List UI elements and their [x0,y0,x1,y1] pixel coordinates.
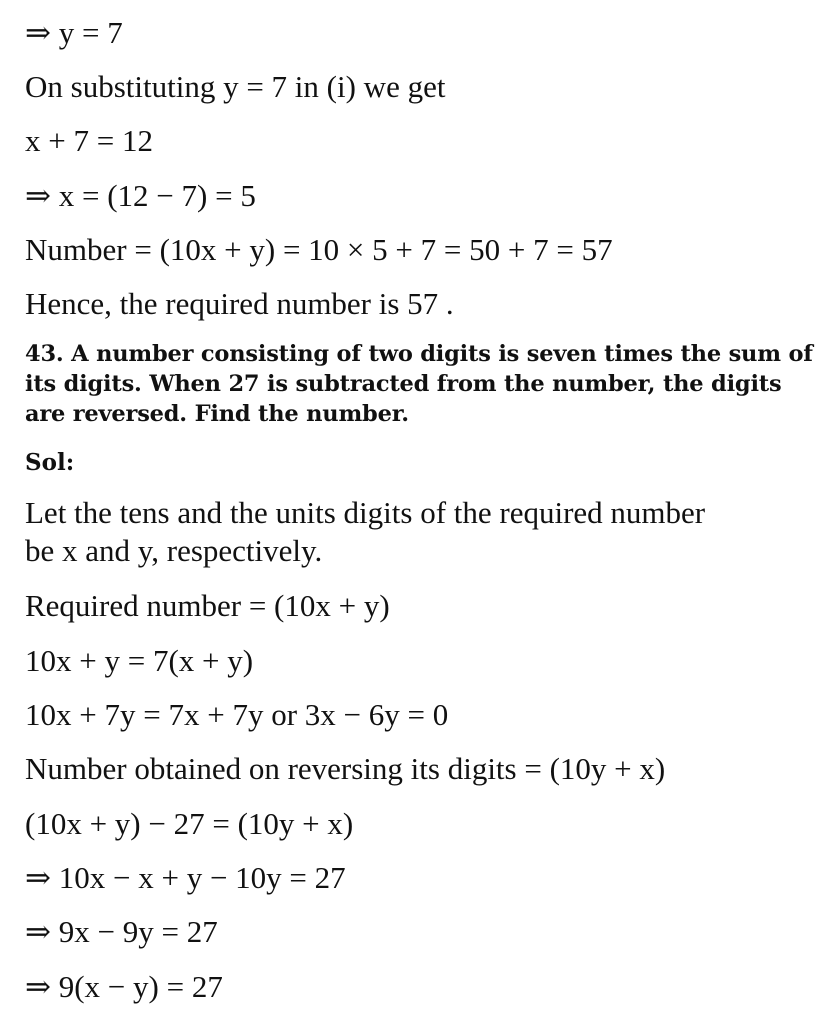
equation-line: Required number = (10x + y) [25,588,390,623]
text-line: On substituting y = 7 in (i) we get [25,69,446,104]
equation-line: 10x + 7y = 7x + 7y or 3x − 6y = 0 [25,697,449,732]
equation-line: (10x + y) − 27 = (10y + x) [25,806,354,841]
equation-line: ⇒ 10x − x + y − 10y = 27 [25,860,346,895]
solution-intro: Let the tens and the units digits of the required number be x and y, respectively. [25,495,706,568]
solution-label: Sol: [25,449,75,476]
equation-line: ⇒ 9x − 9y = 27 [25,914,218,949]
equation-line: ⇒ 9(x − y) = 27 [25,969,223,1004]
equation-line: Number obtained on reversing its digits = (10y + x) [25,751,666,786]
question-text: 43. A number consisting of two digits is seven times the sum of its digits. When 27 is subtracted from the number, the digits are reversed. Find the number. [25,341,813,427]
equation-line: ⇒ y = 7 [25,15,123,50]
equation-line: ⇒ x = (12 − 7) = 5 [25,178,256,213]
equation-line: x + 7 = 12 [25,123,153,158]
conclusion-line: Hence, the required number is 57 . [25,286,454,321]
equation-line: 10x + y = 7(x + y) [25,643,254,678]
equation-line: Number = (10x + y) = 10 × 5 + 7 = 50 + 7 = 57 [25,232,613,267]
